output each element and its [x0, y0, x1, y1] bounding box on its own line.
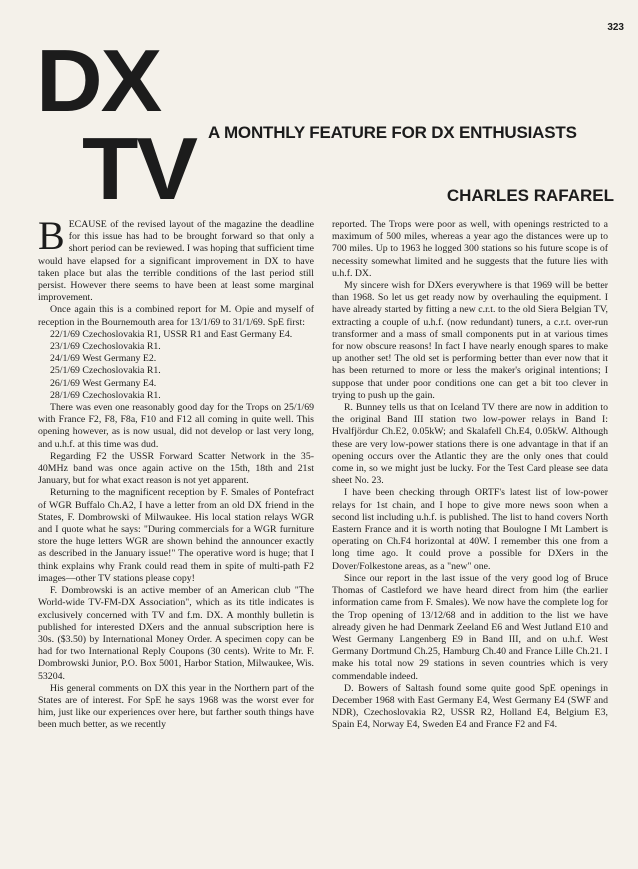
log-entry: 25/1/69 Czechoslovakia R1.	[50, 365, 161, 377]
article-paragraph: D. Bowers of Saltash found some quite good SpE openings in December 1968 with East Germany E4, West Germany E4 (SWF and NDR), Czechoslovakia R2, USSR R2, Holland E4, Belgium E3, Spain E4, Norway E4, Sweden E4 and France F2 and F4.	[332, 682, 608, 731]
article-paragraph: reported. The Trops were poor as well, with openings restricted to a maximum of 500 miles, whereas a year ago the distances were up to 700 miles. Up to 1963 he logged 300 stations so his future scope is of necessity somewhat limited and he suggests that the future lies with u.h.f. DX.	[332, 219, 608, 279]
article-paragraph: Once again this is a combined report for M. Opie and myself of reception in the Bournemouth area for 13/1/69 to 31/1/69. SpE first:	[38, 304, 314, 328]
page-number: 323	[607, 22, 624, 33]
dx-logo-text: DX	[36, 31, 161, 130]
log-entry: 24/1/69 West Germany E2.	[50, 353, 157, 365]
article-paragraph: I have been checking through ORTF's latest list of low-power relays for 1st chain, and I hope to give more news soon when a second list including u.h.f. is published. The list to hand covers North Eastern France and it is worth noting that Boulogne I Mt Lambert is operating on Ch.F4 horizontal at 40W. I remember this one from a long time ago. It could prove a possible for DXers in the Dover/Folkestone areas, as a "new" one.	[332, 487, 608, 572]
article-paragraph: Since our report in the last issue of the very good log of Bruce Thomas of Castleford we have heard direct from him (the earlier information came from F. Smales). We now have the complete log for the Trop opening of 13/12/68 and in addition to the list we have already given he had Denmark Zeeland E6 and West Jutland E10 and West Germany Langenberg E9 in Band III, and on u.h.f. West Germany Dortmund Ch.25, Hamburg Ch.40 and France Lille Ch.21. I make his total now 29 stations in seven countries which is very commendable indeed.	[332, 572, 608, 682]
article-paragraph	[38, 213, 314, 304]
tv-logo-text: TV	[82, 119, 196, 218]
log-entry: 23/1/69 Czechoslovakia R1.	[50, 341, 161, 353]
article-paragraph: Returning to the magnificent reception by F. Smales of Pontefract of WGR Buffalo Ch.A2, I have a letter from an old DX friend in the States, F. Dombrowski of Milwaukee. His local station relays WGR and I quote what he says: "During commercials for a WGR furniture store the huge letters WGR are shown behind the announcer exactly as described in the January issue!" The operative word is huge; that I think explains why Frank could read them in spite of multi-path F2 images—other TV stations please copy!	[38, 487, 314, 584]
article-paragraph: There was even one reasonably good day for the Trops on 25/1/69 with France F2, F8, F8a, F10 and F12 all coming in quite well. This opening however, as is now usual, did not develop or last very long, and u.h.f. at this time was dud.	[38, 402, 314, 450]
article-paragraph: My sincere wish for DXers everywhere is that 1969 will be better than 1968. So let us get ready now by overhauling the equipment. I have already started by fitting a new c.r.t. to the old Siera Belgian TV, extracting a couple of u.h.f. (now redundant) tuners, a c.r.t. over-run transformer and a mass of small components put in at various times for now obscure reasons! In fact I have nearly enough spares to make up another set! The old set is performing better than ever now that it has been returned to more or less the maker's original intentions; I suppose that under poor conditions one can get a bit too clever in trying to push up the gain.	[332, 280, 608, 401]
article-paragraph: His general comments on DX this year in the Northern part of the States are of interest. For SpE he says 1968 was the worst ever for him, just like our experiences over here, but farther south things have been much better, as we recently	[38, 682, 314, 731]
left-column	[38, 213, 314, 732]
log-entry: 26/1/69 West Germany E4.	[50, 377, 157, 389]
feature-title: A MONTHLY FEATURE FOR DX ENTHUSIASTS	[208, 123, 577, 142]
paragraph-text: ECAUSE of the revised layout of the magazine the deadline for this issue has had to be brought forward so that only a short period can be reviewed. I was hoping that sufficient time would have elapsed for a significant improvement in DX to have taken place but alas the terrible conditions of the last period still persist. However there seems to have been at least some marginal improvement.	[38, 219, 314, 304]
drop-cap: B	[38, 213, 65, 258]
article-paragraph: Regarding F2 the USSR Forward Scatter Network in the 35-40MHz band was once again active on the 15th, 18th and 21st January, but for what exact reason is not yet apparent.	[38, 450, 314, 487]
author-byline: CHARLES RAFAREL	[446, 186, 614, 205]
article-paragraph: F. Dombrowski is an active member of an American club "The World-wide TV-FM-DX Association", which as its title indicates is exclusively concerned with TV and f.m. DX. A monthly bulletin is published for interested DXers and the annual subscription here is 30s. ($3.50) by International Money Order. A specimen copy can be had for two International Reply Coupons (30 cents). Write to Mr. F. Dombrowski Junior, P.O. Box 5001, Harbor Station, Milwaukee, Wis. 53204.	[38, 585, 314, 682]
log-entry: 22/1/69 Czechoslovakia R1, USSR R1 and East Germany E4.	[50, 328, 293, 340]
log-entry: 28/1/69 Czechoslovakia R1.	[50, 389, 161, 401]
article-paragraph: R. Bunney tells us that on Iceland TV there are now in addition to the original Band III station two low-power relays in Band I: Hvalfjördur Ch.E2, 0.05kW; and Skalafell Ch.E4, 0.05kW. Although these are very low-power stations there is one advantage in that if an opening occurs over the Atlantic they are the only ones that could come in, so we might just be lucky. For the Test Card please see data sheet No. 23.	[332, 402, 608, 487]
right-column	[332, 219, 608, 732]
